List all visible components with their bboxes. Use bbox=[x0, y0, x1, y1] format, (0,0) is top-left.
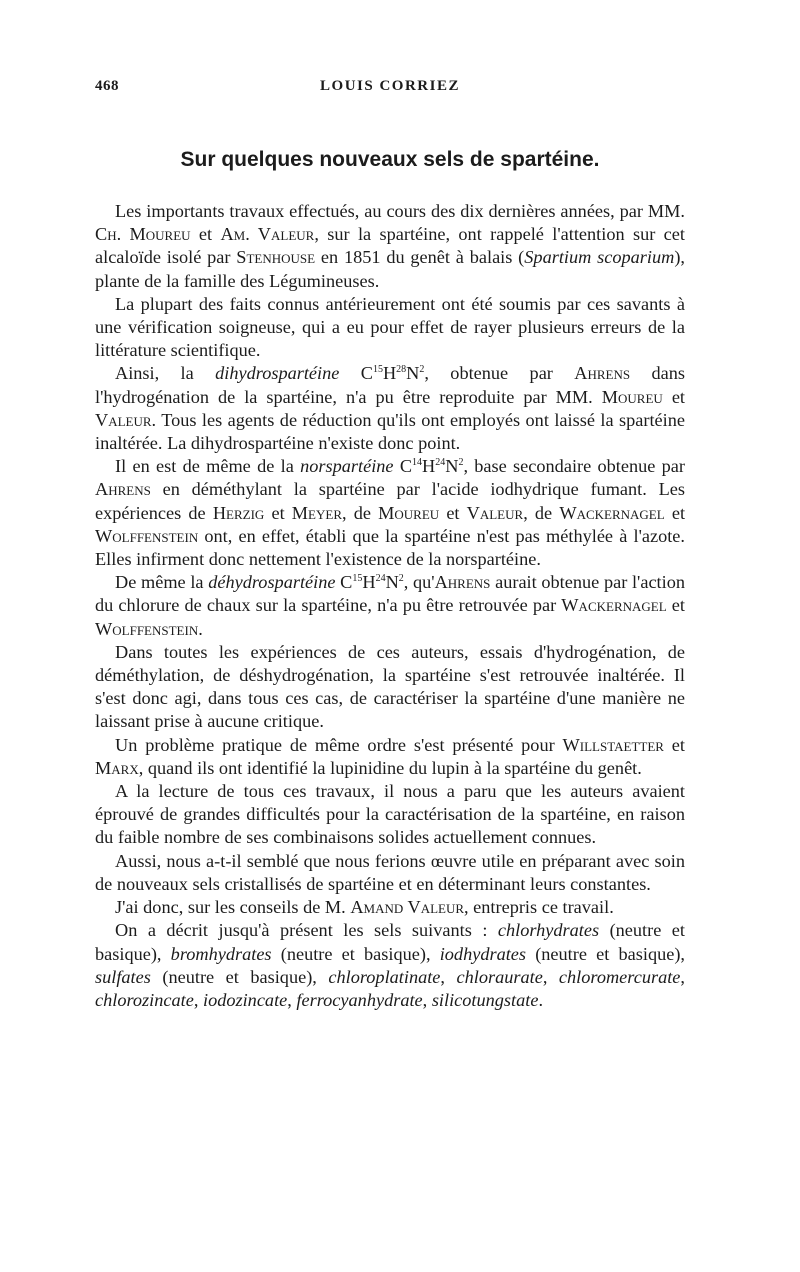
text-segment: N bbox=[406, 363, 420, 384]
text-segment: N bbox=[385, 572, 399, 593]
paragraph bbox=[95, 734, 685, 780]
text-segment: Dans toutes les expériences de ces auteurs, essais d'hydrogénation, de déméthylation, de déshydrogénation, la spartéine s'est retrouvée inaltérée. Il s'est donc agi, dans tous ces cas, de caractériser la spartéine d'une manière ne laissant prise à aucune critique. bbox=[95, 641, 685, 732]
author-name: Stenhouse bbox=[236, 247, 316, 268]
text-segment: (neutre et basique), bbox=[150, 966, 329, 987]
italic-term: sulfates bbox=[95, 966, 151, 987]
paragraph bbox=[95, 571, 685, 641]
superscript: 24 bbox=[435, 457, 446, 469]
superscript: 15 bbox=[372, 364, 383, 376]
text-segment: , bbox=[542, 966, 559, 987]
author-name: Wolffenstein bbox=[95, 618, 199, 639]
superscript: 2 bbox=[458, 457, 464, 469]
text-segment: , base secondaire obtenue par bbox=[463, 456, 686, 477]
text-segment: , bbox=[422, 989, 432, 1010]
italic-term: Spartium scoparium bbox=[524, 247, 675, 268]
text-segment: , quand ils ont identifié la lupinidine du lupin à la spartéine du genêt. bbox=[138, 757, 642, 778]
paragraph bbox=[95, 455, 685, 571]
text-segment: , bbox=[287, 989, 297, 1010]
author-name: Meyer bbox=[291, 502, 342, 523]
author-name: Ch. Moureu bbox=[95, 224, 191, 245]
text-segment: et bbox=[663, 734, 685, 755]
paragraph bbox=[95, 362, 685, 455]
text-segment: ont, en effet, établi que la spartéine n'est pas méthylée à l'azote. Elles infirment donc nettement l'existence de la norspartéine. bbox=[95, 525, 685, 570]
text-segment: N bbox=[445, 456, 459, 477]
author-name: Marx bbox=[95, 757, 139, 778]
text-segment: C bbox=[339, 363, 373, 384]
text-segment: , de bbox=[342, 502, 379, 523]
superscript: 2 bbox=[419, 364, 425, 376]
italic-term: iodozincate bbox=[202, 989, 288, 1010]
italic-term: dihydrospartéine bbox=[215, 363, 340, 384]
text-segment: ), plante de la famille des Légumineuses. bbox=[95, 247, 685, 291]
author-name: Valeur bbox=[466, 502, 524, 523]
superscript: 28 bbox=[396, 364, 407, 376]
superscript: 24 bbox=[375, 573, 386, 585]
italic-term: bromhydrates bbox=[170, 943, 272, 964]
section-title: Sur quelques nouveaux sels de spartéine. bbox=[180, 148, 600, 171]
paragraph bbox=[95, 293, 685, 363]
text-segment: , qu' bbox=[403, 572, 435, 593]
text-segment: (neutre et basique), bbox=[526, 943, 685, 964]
text-segment: (neutre et basique), bbox=[271, 943, 440, 964]
author-name: Valeur bbox=[95, 409, 152, 430]
italic-term: ferrocyanhydrate bbox=[296, 989, 423, 1010]
italic-term: chloraurate bbox=[456, 966, 543, 987]
paragraph bbox=[95, 200, 685, 293]
text-segment: en 1851 du genêt à balais ( bbox=[315, 247, 525, 268]
paragraph bbox=[95, 780, 685, 850]
text-segment: De même la bbox=[115, 572, 209, 593]
text-segment: et bbox=[190, 224, 221, 245]
paragraph bbox=[95, 641, 685, 734]
italic-term: chlorhydrates bbox=[497, 920, 600, 941]
page-header bbox=[95, 78, 685, 100]
author-name: Herzig bbox=[212, 502, 265, 523]
text-segment: , bbox=[680, 966, 685, 987]
author-name: Ahrens bbox=[95, 479, 151, 500]
italic-term: déhydrospartéine bbox=[208, 572, 336, 593]
text-segment: et bbox=[664, 502, 686, 523]
italic-term: chlorozincate bbox=[95, 989, 194, 1010]
text-segment: H bbox=[422, 456, 436, 477]
page-number: 468 bbox=[95, 78, 119, 94]
text-segment: et bbox=[439, 502, 467, 523]
author-name: Ahrens bbox=[574, 363, 631, 384]
text-segment: La plupart des faits connus antérieurement ont été soumis par ces savants à une vérification soigneuse, qui a eu pour effet de rayer plusieurs erreurs de la littérature scientifique. bbox=[95, 293, 685, 361]
author-name: Moureu bbox=[601, 386, 663, 407]
superscript: 14 bbox=[412, 457, 423, 469]
text-segment: et bbox=[662, 386, 686, 407]
text-segment: , entrepris ce travail. bbox=[464, 897, 614, 918]
italic-term: chloromercurate bbox=[558, 966, 681, 987]
text-segment: , bbox=[193, 989, 203, 1010]
text-segment: A la lecture de tous ces travaux, il nous a paru que les auteurs avaient éprouvé de grandes difficultés pour la caractérisation de la spartéine, en raison du faible nombre de ses combinaisons solides actuellement connues. bbox=[95, 781, 685, 848]
superscript: 2 bbox=[398, 573, 404, 585]
author-name: Wackernagel bbox=[561, 595, 667, 616]
text-segment: On a décrit jusqu'à présent les sels suivants : bbox=[115, 920, 498, 941]
text-segment: C bbox=[335, 572, 353, 593]
body-text bbox=[95, 200, 685, 1012]
author-name: Ahrens bbox=[434, 572, 491, 593]
author-name: Am. Valeur bbox=[220, 224, 315, 245]
italic-term: silicotungstate bbox=[431, 989, 539, 1010]
text-segment: Un problème pratique de même ordre s'est présenté pour bbox=[115, 734, 563, 755]
text-segment: H bbox=[382, 363, 397, 384]
paragraph bbox=[95, 896, 685, 919]
author-name: Moureu bbox=[378, 502, 440, 523]
text-segment: , obtenue par bbox=[424, 363, 575, 384]
text-segment: et bbox=[264, 502, 292, 523]
author-name: Wolffenstein bbox=[95, 525, 199, 546]
text-segment: . bbox=[538, 989, 544, 1010]
italic-term: iodhydrates bbox=[439, 943, 527, 964]
text-segment: , de bbox=[523, 502, 560, 523]
text-segment: dans l'hydrogénation de la spartéine, n'a pu être reproduite par MM. bbox=[95, 363, 685, 407]
text-segment: . Tous les agents de réduction qu'ils ont employés ont laissé la spartéine inaltérée. La dihydrospartéine n'existe donc point. bbox=[95, 409, 685, 454]
italic-term: norspartéine bbox=[300, 456, 394, 477]
text-segment: Aussi, nous a-t-il semblé que nous ferions œuvre utile en préparant avec soin de nouveaux sels cristallisés de spartéine et en déterminant leurs constantes. bbox=[95, 850, 685, 894]
text-segment: Ainsi, la bbox=[115, 363, 216, 384]
text-segment: Il en est de même de la bbox=[115, 456, 301, 477]
text-segment: , sur la spartéine, ont rappelé l'attention sur cet alcaloïde isolé par bbox=[95, 224, 685, 268]
text-segment: (neutre et basique), bbox=[95, 920, 685, 964]
running-head: LOUIS CORRIEZ bbox=[320, 78, 460, 94]
text-segment: , bbox=[440, 966, 457, 987]
superscript: 15 bbox=[352, 573, 363, 585]
author-name: Amand Valeur bbox=[350, 897, 465, 918]
author-name: Willstaetter bbox=[562, 734, 664, 755]
text-segment: aurait obtenue par l'action du chlorure de chaux sur la spartéine, n'a pu être retrouvée par bbox=[95, 572, 686, 616]
text-segment: C bbox=[393, 456, 413, 477]
text-segment: Les importants travaux effectués, au cours des dix dernières années, par MM. bbox=[115, 201, 685, 221]
text-segment: et bbox=[666, 595, 685, 616]
author-name: Wackernagel bbox=[559, 502, 665, 523]
text-segment: J'ai donc, sur les conseils de M. bbox=[115, 897, 351, 918]
text-segment: en déméthylant la spartéine par l'acide iodhydrique fumant. Les expériences de bbox=[95, 479, 685, 523]
text-segment: . bbox=[198, 618, 203, 639]
paragraph bbox=[95, 850, 685, 896]
italic-term: chloroplatinate bbox=[328, 966, 441, 987]
paragraph bbox=[95, 919, 685, 1012]
text-segment: H bbox=[362, 572, 376, 593]
